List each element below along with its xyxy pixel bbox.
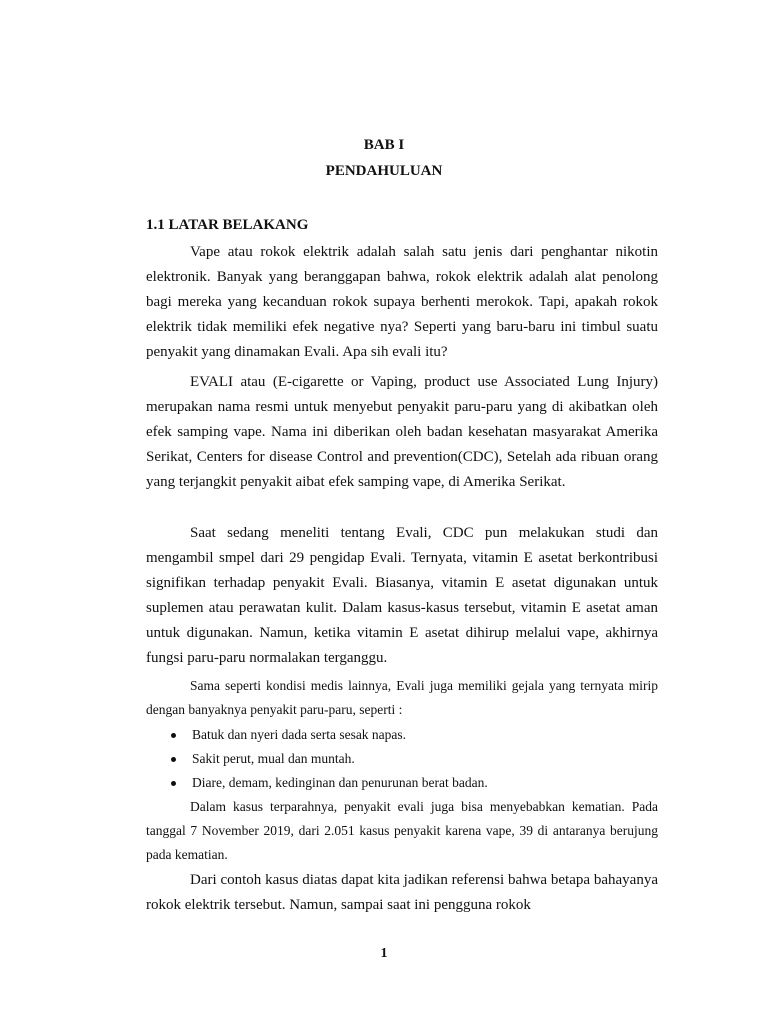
paragraph-symptoms-intro: Sama seperti kondisi medis lainnya, Evali juga memiliki gejala yang ternyata mirip dengan banyaknya penyakit paru-paru, seperti : — [146, 678, 658, 717]
paragraph-evali-definition: EVALI atau (E-cigarette or Vaping, product use Associated Lung Injury) merupakan nama resmi untuk menyebut penyakit paru-paru yang di akibatkan oleh efek samping vape. Nama ini diberikan oleh badan kesehatan masyarakat Amerika Serikat, Centers for disease Control and prevention(CDC), Setelah ada ribuan orang yang terjangkit penyakit aibat efek samping vape, di Amerika Serikat. — [146, 374, 658, 490]
bullet-icon — [171, 733, 176, 738]
paragraph-fatal-cases: Dalam kasus terparahnya, penyakit evali juga bisa menyebabkan kematian. Pada tanggal 7 November 2019, dari 2.051 kasus penyakit karena vape, 39 di antaranya berujung pada kematian. — [146, 799, 658, 862]
list-item: Batuk dan nyeri dada serta sesak napas. — [146, 723, 658, 747]
list-item: Diare, demam, kedinginan dan penurunan berat badan. — [146, 771, 658, 795]
paragraph-cdc-study: Saat sedang meneliti tentang Evali, CDC pun melakukan studi dan mengambil smpel dari 29 pengidap Evali. Ternyata, vitamin E asetat berkontribusi signifikan terhadap penyakit Evali. Biasanya, vitamin E asetat digunakan untuk suplemen atau perawatan kulit. Dalam kasus-kasus tersebut, vitamin E asetat aman untuk digunakan. Namun, ketika vitamin E asetat dihirup melalui vape, akhirnya fungsi paru-paru normalakan terganggu. — [146, 525, 658, 666]
page-number: 1 — [380, 946, 388, 961]
paragraph-conclusion: Dari contoh kasus diatas dapat kita jadikan referensi bahwa betapa bahayanya rokok elektrik tersebut. Namun, sampai saat ini pengguna rokok — [146, 872, 658, 913]
chapter-title: PENDAHULUAN — [325, 163, 443, 179]
paragraph-intro: Vape atau rokok elektrik adalah salah satu jenis dari penghantar nikotin elektronik. Banyak yang beranggapan bahwa, rokok elektrik adalah alat penolong bagi mereka yang kecanduan rokok supaya berhenti merokok. Tapi, apakah rokok elektrik tidak memiliki efek negative nya? Seperti yang baru-baru ini timbul suatu penyakit yang dinamakan Evali. Apa sih evali itu? — [146, 244, 658, 360]
section-heading: 1.1 LATAR BELAKANG — [146, 217, 309, 233]
chapter-heading: BAB I — [363, 137, 405, 153]
list-item: Sakit perut, mual dan muntah. — [146, 747, 658, 771]
bullet-icon — [171, 781, 176, 786]
bullet-icon — [171, 757, 176, 762]
symptom-list — [146, 723, 658, 795]
